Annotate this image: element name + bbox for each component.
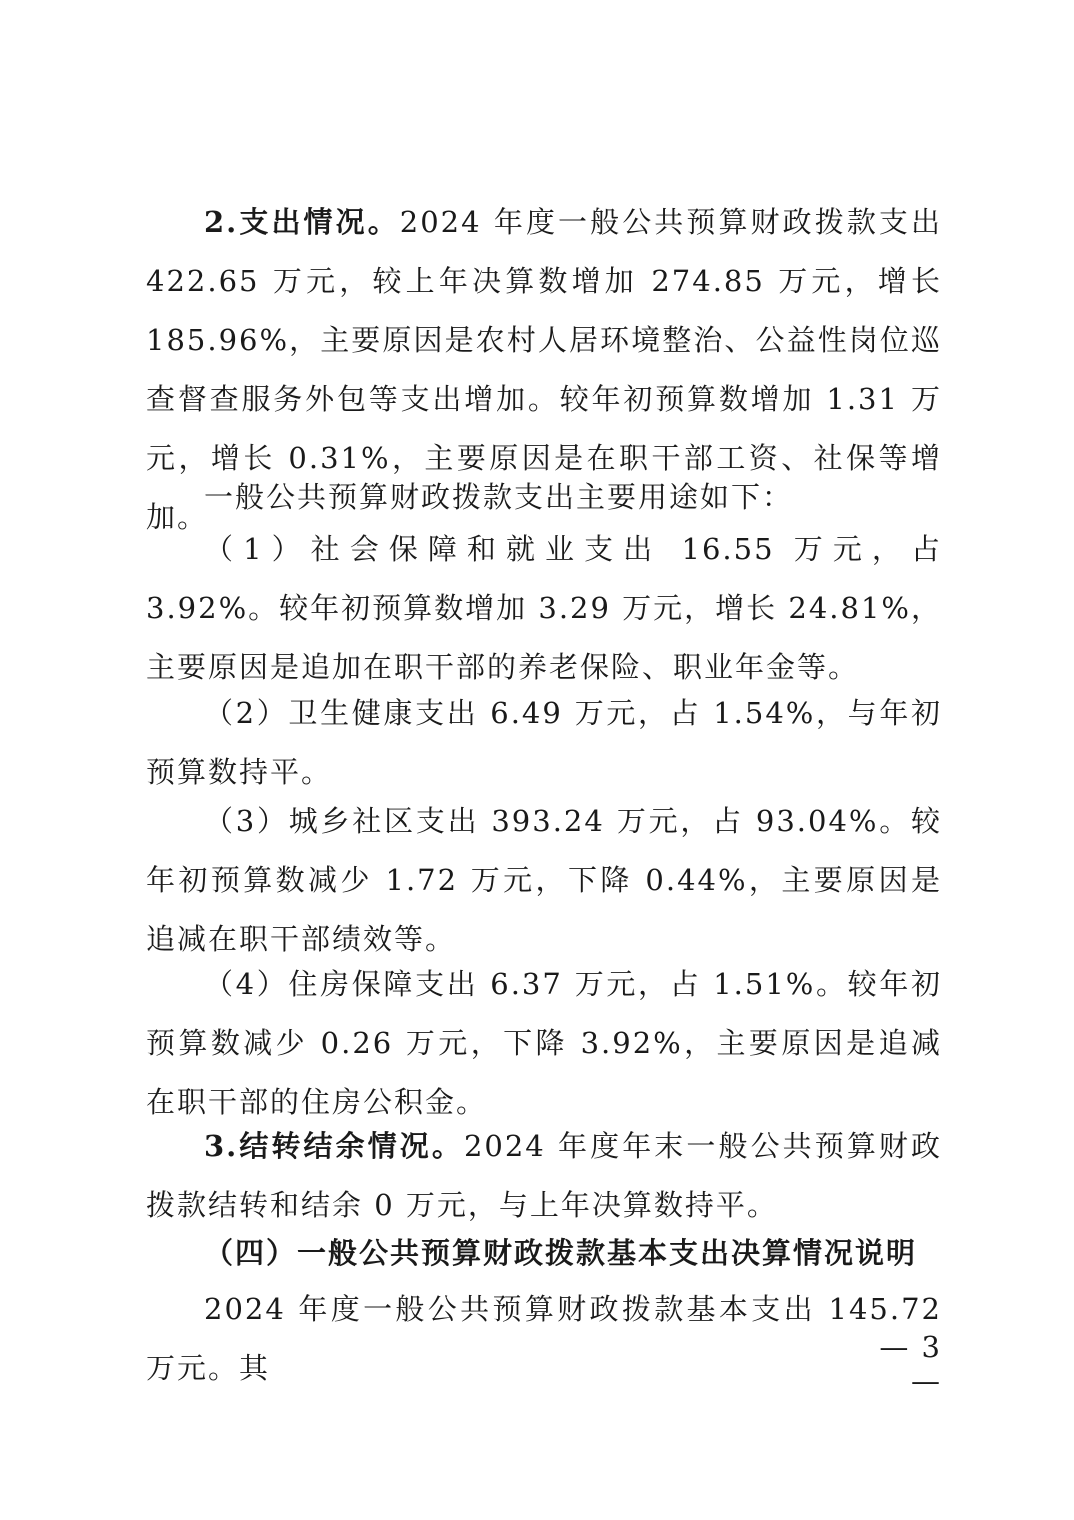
section-heading-carryover: 3.结转结余情况。 (204, 1129, 464, 1163)
paragraph-expenditure-body: 2024 年度一般公共预算财政拨款支出 422.65 万元，较上年决算数增加 274.85 万元，增长 185.96%，主要原因是农村人居环境整治、公益性岗位巡查督查服务外包等支出增加。较年初预算数增加 1.31 万元，增长 0.31%，主要原因是在职干部工资、社保等增加。 (146, 205, 942, 534)
paragraph-urban-rural: （3）城乡社区支出 393.24 万元，占 93.04%。较年初预算数减少 1.72 万元，下降 0.44%，主要原因是追减在职干部绩效等。 (146, 804, 942, 956)
section-heading-expenditure: 2.支出情况。 (204, 205, 400, 239)
paragraph-usage-intro: 一般公共预算财政拨款支出主要用途如下： (204, 480, 794, 514)
section-heading-basic-expenditure: （四）一般公共预算财政拨款基本支出决算情况说明 (204, 1236, 918, 1270)
paragraph-housing: （4）住房保障支出 6.37 万元，占 1.51%。较年初预算数减少 0.26 万元，下降 3.92%，主要原因是追减在职干部的住房公积金。 (146, 967, 942, 1119)
paragraph-basic-expenditure: 2024 年度一般公共预算财政拨款基本支出 145.72 万元。其 (146, 1292, 942, 1385)
paragraph-health: （2）卫生健康支出 6.49 万元，占 1.54%，与年初预算数持平。 (146, 696, 942, 789)
paragraph-social-security: （1）社会保障和就业支出 16.55 万元，占 3.92%。较年初预算数增加 3.29 万元，增长 24.81%，主要原因是追加在职干部的养老保险、职业年金等。 (146, 532, 942, 684)
paragraph-carryover-body: 2024 年度年末一般公共预算财政拨款结转和结余 0 万元，与上年决算数持平。 (146, 1129, 942, 1222)
page-number: — 3 — (879, 1330, 942, 1398)
paragraph-carryover (146, 1117, 942, 1235)
